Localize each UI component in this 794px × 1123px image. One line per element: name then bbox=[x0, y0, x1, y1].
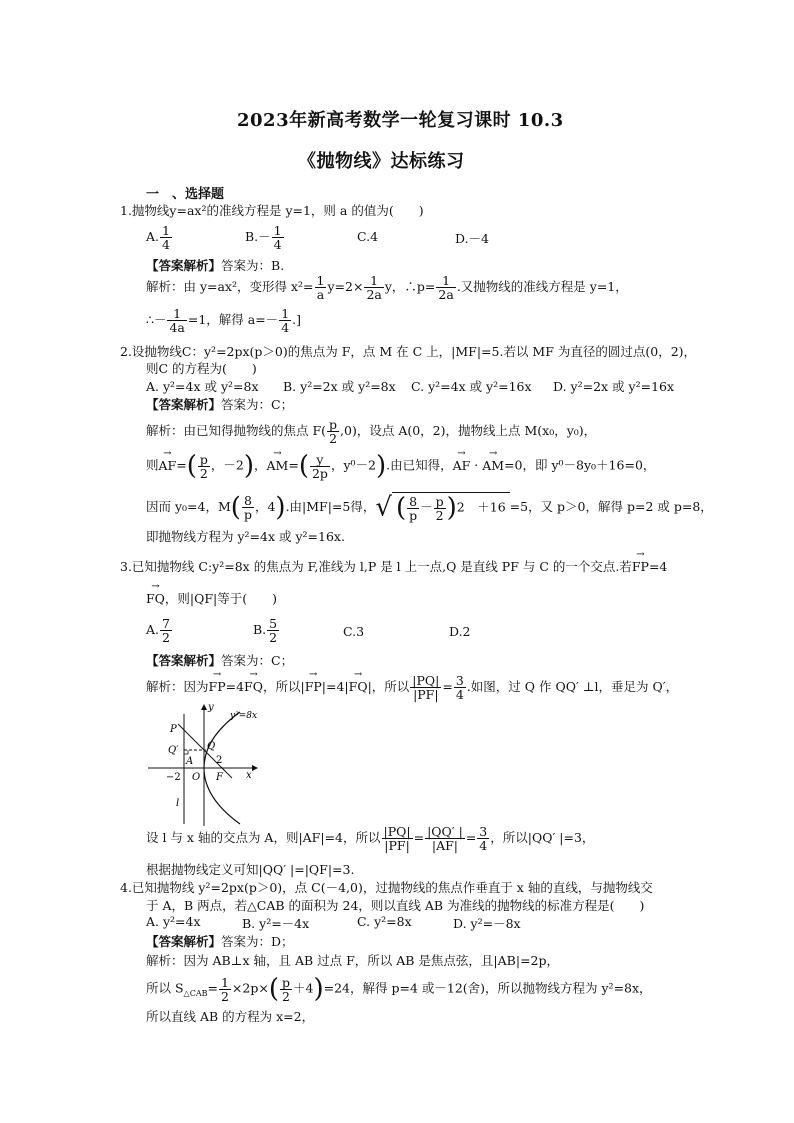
text: =5，又 p＞0，解得 p=2 或 p=8， bbox=[509, 499, 713, 514]
vector-fq: → FQ bbox=[146, 591, 165, 606]
text: 解析：由 y=ax²，变形得 x²= bbox=[146, 279, 314, 294]
frac-num: |QQ′ | bbox=[427, 824, 463, 839]
vector-af: → AF bbox=[159, 458, 177, 473]
frac-den: |PF| bbox=[384, 838, 410, 853]
q3-stem-line2 bbox=[146, 589, 277, 607]
text: = bbox=[465, 830, 477, 845]
frac-num: p bbox=[329, 417, 338, 432]
frac-num: 1 bbox=[167, 307, 186, 321]
text: 2 ＋16 bbox=[456, 499, 506, 515]
q2-option-d: D. y²=2x 或 y²=16x bbox=[553, 379, 675, 394]
text: |=4| bbox=[321, 679, 349, 694]
text: y=2× bbox=[327, 279, 364, 294]
label-q-prime: Q′ bbox=[168, 745, 179, 756]
text: ，－2 bbox=[210, 457, 244, 473]
q1-analysis-line2 bbox=[146, 307, 301, 334]
q3-option-a bbox=[146, 617, 173, 644]
label-f: F bbox=[216, 772, 223, 783]
frac-den: 4a bbox=[169, 320, 185, 335]
q2-stem-line1: 2.设抛物线C：y²=2px(p＞0)的焦点为 F，点 M 在 C 上，|MF|=5.若以 MF 为直径的圆过点(0，2)， bbox=[120, 344, 697, 359]
section-heading: 一 、选择题 bbox=[146, 187, 225, 202]
frac-num: |PQ| bbox=[412, 673, 440, 688]
frac-den: 2 bbox=[282, 988, 290, 1004]
frac-den: 4 bbox=[455, 687, 464, 702]
answer-tag: 【答案解析】 bbox=[146, 258, 222, 273]
frac-den: 2 bbox=[435, 507, 444, 523]
text: 解析：因为 bbox=[146, 679, 209, 694]
frac-num: 1 bbox=[162, 223, 170, 238]
text: － bbox=[420, 499, 433, 515]
text: .由|MF|=5得， bbox=[285, 499, 376, 514]
text: y，∴p= bbox=[384, 279, 436, 294]
text: ，所以|QQ′ |=3， bbox=[490, 830, 595, 845]
q4-option-a: A. y²=4x bbox=[146, 914, 201, 929]
frac-den: a bbox=[316, 287, 325, 302]
text: =4 bbox=[225, 679, 245, 694]
text: ∴－ bbox=[146, 312, 167, 327]
y-axis-arrow bbox=[201, 704, 207, 710]
label-l: l bbox=[176, 798, 180, 809]
q3-stem-line1 bbox=[120, 557, 667, 575]
label-q: Q bbox=[207, 741, 216, 752]
text: .如图，过 Q 作 QQ′ ⊥l，垂足为 Q′， bbox=[466, 679, 679, 694]
text: ＋4 bbox=[293, 980, 314, 996]
line-pf bbox=[178, 724, 232, 778]
text: B. bbox=[253, 622, 267, 637]
frac-den: |AF| bbox=[431, 838, 458, 853]
q3-option-c: C.3 bbox=[343, 624, 365, 639]
q3-analysis-line2 bbox=[146, 825, 594, 852]
vector-fq: → FQ bbox=[349, 679, 368, 694]
q2-analysis-line4: 即抛物线方程为 y²=4x 或 y²=16x. bbox=[146, 529, 345, 544]
frac-den: |PF| bbox=[413, 687, 439, 702]
frac-den: 4 bbox=[479, 838, 488, 853]
sqrt-expression: ( $\frac{8}{p}$ － $\frac{p}{2}$ )2 ＋16 bbox=[392, 492, 510, 523]
frac-den: p bbox=[243, 507, 252, 522]
q2-option-a: A. y²=4x 或 y²=8x bbox=[146, 379, 259, 394]
frac-num: 1 bbox=[220, 974, 229, 990]
text: = bbox=[288, 457, 299, 473]
q1-option-a-prefix: A. bbox=[146, 229, 160, 244]
q3-analysis-line3: 根据抛物线定义可知|QQ′ |=|QF|=3. bbox=[146, 862, 355, 877]
vector-fq: → FQ bbox=[244, 679, 263, 694]
frac-den: 2 bbox=[199, 465, 208, 481]
answer-tag: 【答案解析】 bbox=[146, 934, 222, 949]
q3-analysis-line1 bbox=[146, 674, 678, 701]
frac-den: 2 bbox=[269, 630, 278, 645]
text: ，y⁰－2 bbox=[330, 457, 376, 473]
right-angle-mark bbox=[184, 750, 188, 754]
vector-fp: → FP bbox=[632, 559, 649, 574]
frac-den: 2p bbox=[311, 465, 328, 481]
frac-num: 5 bbox=[269, 616, 278, 631]
text: =0，即 y⁰－8y₀＋16=0， bbox=[504, 457, 656, 473]
text: ，4 bbox=[254, 499, 276, 514]
q2-option-c: C. y²=4x 或 y²=16x bbox=[411, 379, 532, 394]
frac-num: 3 bbox=[479, 824, 488, 839]
q3-option-d: D.2 bbox=[449, 624, 471, 639]
q1-option-b-prefix: B.－ bbox=[245, 229, 271, 244]
vector-am: → AM bbox=[267, 458, 289, 473]
text: 解析：由已知得抛物线的焦点 F( bbox=[146, 423, 327, 438]
text: =24，解得 p=4 或－12(舍)，所以抛物线方程为 y²=8x， bbox=[323, 980, 652, 996]
answer-value: 答案为：C； bbox=[221, 653, 294, 668]
q2-analysis-line1 bbox=[146, 418, 596, 445]
text: 所以 S bbox=[146, 980, 184, 996]
doc-subtitle: 《抛物线》达标练习 bbox=[298, 151, 465, 172]
q4-analysis-line1: 解析：因为 AB⊥x 轴，且 AB 过点 F，所以 AB 是焦点弦，且|AB|=2p， bbox=[146, 953, 559, 968]
x-axis-arrow bbox=[252, 765, 258, 771]
text: = bbox=[207, 980, 218, 996]
doc-title: 2023年新高考数学一轮复习课时 10.3 bbox=[237, 110, 564, 131]
q1-option-b bbox=[245, 224, 285, 251]
text: = bbox=[442, 679, 453, 694]
label-y: y bbox=[208, 702, 214, 713]
q4-stem-line2: 于 A，B 两点，若△CAB 的面积为 24，则以直线 AB 为准线的抛物线的标准方程是( ) bbox=[146, 898, 645, 913]
text: 则 bbox=[146, 457, 159, 473]
q4-option-d: D. y²=－8x bbox=[453, 916, 521, 931]
frac-den: 2 bbox=[329, 431, 338, 446]
text: 设 l 与 x 轴的交点为 A，则|AF|=4，所以 bbox=[146, 830, 381, 845]
label-a: A bbox=[186, 756, 194, 767]
text: .由已知得， bbox=[386, 457, 453, 473]
frac-den: 2a bbox=[438, 287, 454, 302]
frac-den: 2 bbox=[162, 630, 170, 645]
q4-answer bbox=[146, 932, 294, 950]
frac-num: 1 bbox=[364, 274, 383, 288]
answer-value: 答案为：C； bbox=[221, 397, 294, 412]
q4-analysis-line3: 所以直线 AB 的方程为 x=2， bbox=[146, 1009, 315, 1024]
frac-den: 4 bbox=[273, 237, 282, 252]
q1-answer bbox=[146, 256, 284, 274]
frac-den: 4 bbox=[281, 320, 290, 335]
text: ，所以| bbox=[262, 679, 305, 694]
frac-num: p bbox=[199, 451, 208, 467]
q4-analysis-line2: 所以 $S_{\triangle CAB}=$ $\frac{1}{2}$ ×2p×( $\frac{p}{2}$ ＋4)=24，解得 p=4 或－12(舍)，所以抛物线方程为 y²=8x， bbox=[146, 974, 652, 1004]
answer-value: 答案为：D； bbox=[221, 934, 294, 949]
label-2: 2 bbox=[216, 755, 223, 766]
text: .] bbox=[292, 312, 301, 327]
label-p: P bbox=[170, 724, 177, 735]
q1-analysis-line1 bbox=[146, 274, 628, 301]
q1-option-a-fraction bbox=[160, 224, 172, 251]
text: 因而 y₀=4，M bbox=[146, 499, 231, 514]
q3-option-b bbox=[253, 617, 280, 644]
frac-den: 2 bbox=[220, 988, 229, 1004]
label-minus-2: −2 bbox=[166, 772, 181, 783]
frac-num: 3 bbox=[455, 673, 464, 688]
text: .又抛物线的准线方程是 y=1， bbox=[456, 279, 628, 294]
text: |，所以 bbox=[367, 679, 410, 694]
text: ，则|QF|等于( ) bbox=[164, 591, 278, 606]
frac-den: p bbox=[409, 507, 418, 523]
q4-stem-line1: 4.已知抛物线 y²=2px(p＞0)，点 C(－4,0)，过抛物线的焦点作垂直于 x 轴的直线，与抛物线交 bbox=[120, 880, 653, 895]
q3-answer bbox=[146, 651, 293, 669]
q2-analysis-line3: 因而 y₀=4，M( $\frac{8}{p}$ ，4).由|MF|=5得，√ ( $\frac{8}{p}$ － $\frac{p}{2}$ )2 ＋16 =5，又 p＞0，解得 p=2 或 p=8， bbox=[146, 492, 713, 523]
frac-num: 8 bbox=[242, 494, 254, 508]
text: =1，解得 a=－ bbox=[187, 312, 279, 327]
label-o: O bbox=[192, 772, 201, 783]
q2-analysis-line2: 则→ AF=( $\frac{p}{2}$ ，－2)，→ AM=( $\frac{y}{2p}$ ，y⁰－2).由已知得，→ AF · → AM=0，即 y⁰－8y₀＋16=0， bbox=[146, 451, 655, 481]
frac-num: p bbox=[435, 493, 444, 509]
text: 3.已知抛物线 C:y²=8x 的焦点为 F,准线为 l,P 是 l 上一点,Q 是直线 PF 与 C 的一个交点.若 bbox=[120, 559, 632, 574]
vector-fp: → FP bbox=[305, 679, 322, 694]
parabola-figure bbox=[140, 700, 270, 830]
frac-num: 1 bbox=[281, 306, 290, 321]
q2-answer bbox=[146, 395, 293, 413]
vector-fp: → FP bbox=[209, 679, 226, 694]
frac-num: 8 bbox=[407, 495, 419, 509]
text: =4 bbox=[648, 559, 668, 574]
frac-den: 4 bbox=[162, 237, 170, 252]
text: · bbox=[470, 457, 483, 473]
text: = bbox=[176, 457, 187, 473]
text: A. bbox=[146, 622, 160, 637]
q1-option-c: C.4 bbox=[357, 229, 379, 244]
frac-num: p bbox=[281, 974, 290, 990]
q4-option-c: C. y²=8x bbox=[357, 914, 412, 929]
q1-option-b-fraction bbox=[272, 224, 284, 251]
vector-af: → AF bbox=[453, 458, 471, 473]
answer-value: 答案为：B. bbox=[221, 258, 285, 273]
q1-option-d: D.－4 bbox=[455, 231, 490, 246]
q2-stem-line2: 则C 的方程为( ) bbox=[146, 361, 257, 376]
text: ,0)，设点 A(0，2)，抛物线上点 M(x₀，y₀)， bbox=[340, 423, 597, 438]
q1-option-a bbox=[146, 224, 173, 251]
frac-num: 1 bbox=[273, 223, 282, 238]
vector-am: → AM bbox=[482, 458, 504, 473]
frac-num: |PQ| bbox=[383, 824, 411, 839]
q1-stem: 1.抛物线y=ax²的准线方程是 y=1，则 a 的值为( ) bbox=[120, 203, 424, 218]
answer-tag: 【答案解析】 bbox=[146, 397, 222, 412]
frac-num: 1 bbox=[316, 273, 325, 288]
text: ×2p× bbox=[231, 980, 269, 996]
q4-option-b: B. y²=－4x bbox=[242, 916, 310, 931]
label-curve: y²=8x bbox=[230, 711, 258, 721]
frac-num: 7 bbox=[162, 616, 170, 631]
text: = bbox=[413, 830, 425, 845]
subscript: △CAB bbox=[183, 989, 208, 998]
frac-num: 1 bbox=[436, 274, 455, 288]
label-x: x bbox=[246, 770, 252, 781]
answer-tag: 【答案解析】 bbox=[146, 653, 222, 668]
q2-option-b: B. y²=2x 或 y²=8x bbox=[283, 379, 396, 394]
frac-num: y bbox=[310, 453, 330, 467]
frac-den: 2a bbox=[366, 287, 382, 302]
